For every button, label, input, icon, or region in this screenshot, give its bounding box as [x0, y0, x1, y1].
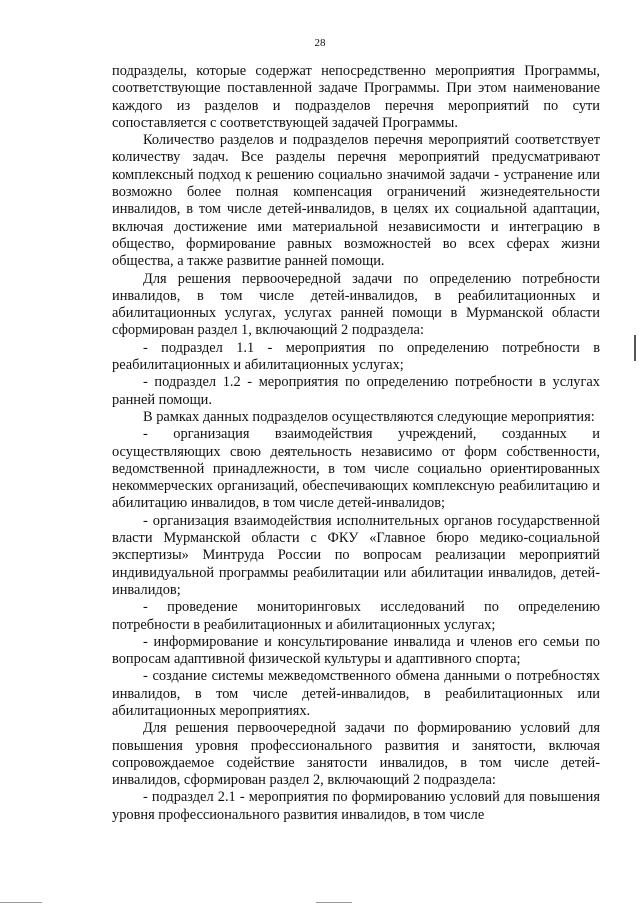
- list-item-activity-3: - проведение мониторинговых исследований по определению потребности в реабилитационных и абилитационных услугах;: [112, 599, 600, 633]
- scan-footer-line-center: [316, 902, 352, 903]
- paragraph-activities-intro: В рамках данных подразделов осуществляются следующие мероприятия:: [143, 408, 595, 425]
- list-item-activity-5: - создание системы межведомственного обмена данными о потребностях инвалидов, в том числе детей-инвалидов, в реабилитационных или абилитационных мероприятиях.: [112, 668, 600, 719]
- list-item-subsection-2-1: - подраздел 2.1 - мероприятия по формированию условий для повышения уровня профессионального развития инвалидов, в том числе: [112, 789, 600, 823]
- list-item-subsection-1-1: - подраздел 1.1 - мероприятия по определению потребности в реабилитационных и абилитационных услугах;: [112, 339, 600, 374]
- list-item-activity-4: - информирование и консультирование инвалида и членов его семьи по вопросам адаптивной физической культуры и адаптивного спорта;: [112, 633, 600, 668]
- page-number: 28: [314, 37, 326, 49]
- paragraph-continuation: подразделы, которые содержат непосредственно мероприятия Программы, соответствующие поставленной задаче Программы. При этом наименование каждого из разделов и подразделов перечня мероприятий по сути сопоставляется с соответствующей задачей Программы.: [112, 63, 600, 131]
- list-item-subsection-1-2: - подраздел 1.2 - мероприятия по определению потребности в услугах ранней помощи.: [112, 374, 600, 408]
- paragraph-sections-count: Количество разделов и подразделов перечня мероприятий соответствует количеству задач. Все разделы перечня мероприятий предусматривают комплексный подход к решению социально значимой задачи - устранение или возможно более полная компенсация ограничений жизнедеятельности инвалидов, в том числе детей-инвалидов, в целях их социальной адаптации, включая достижение ими материальной независимости и интеграцию в общество, формирование равных возможностей во всех сферах жизни общества, а также развитие ранней помощи.: [112, 132, 600, 270]
- scan-footer-line-left: [0, 902, 42, 903]
- list-item-activity-2: - организация взаимодействия исполнительных органов государственной власти Мурманской области с ФКУ «Главное бюро медико-социальной экспертизы» Минтруда России по вопросам реализации мероприятий индивидуальной программы реабилитации или абилитации инвалидов, детей-инвалидов;: [112, 512, 600, 598]
- paragraph-section-1-intro: Для решения первоочередной задачи по определению потребности инвалидов, в том числе детей-инвалидов, в реабилитационных и абилитационных услугах, услугах ранней помощи в Мурманской области сформирован раздел 1, включающий 2 подраздела:: [112, 270, 600, 339]
- list-item-activity-1: - организация взаимодействия учреждений, созданных и осуществляющих свою деятельность независимо от форм собственности, ведомственной принадлежности, в том числе социально ориентированных некоммерческих организаций, обеспечивающих комплексную реабилитацию и абилитацию инвалидов, в том числе детей-инвалидов;: [112, 426, 600, 512]
- scan-edge-mark: [634, 335, 636, 361]
- document-body: [112, 63, 600, 824]
- paragraph-section-2-intro: Для решения первоочередной задачи по формированию условий для повышения уровня профессионального развития и занятости, включая сопровождаемое содействие занятости инвалидов, в том числе детей-инвалидов, сформирован раздел 2, включающий 2 подраздела:: [112, 720, 600, 789]
